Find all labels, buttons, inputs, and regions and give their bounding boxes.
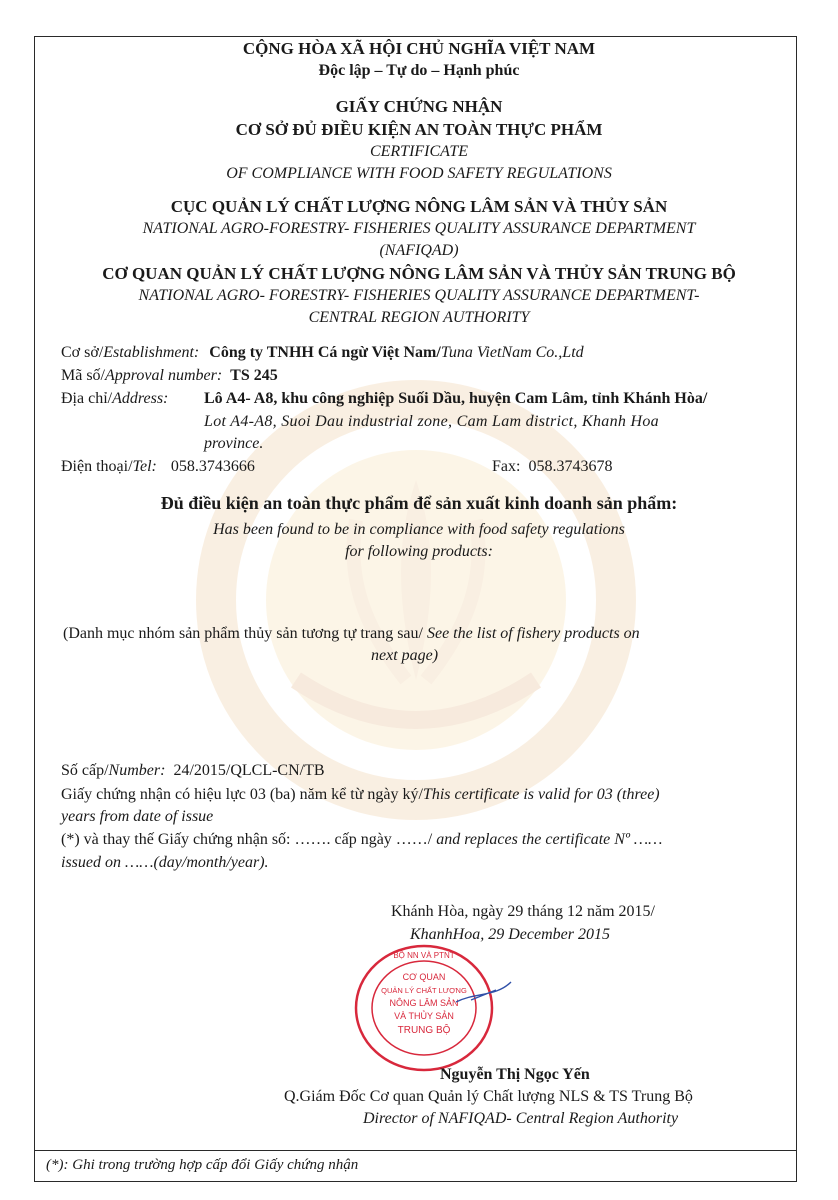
- establishment-label-en: Establishment:: [103, 344, 200, 361]
- national-motto: Độc lập – Tự do – Hạnh phúc: [318, 62, 520, 79]
- address-en: Lot A4-A8, Suoi Dau industrial zone, Cam Lam district, Khanh Hoa: [204, 413, 659, 430]
- products-note-vn: (Danh mục nhóm sản phẩm thủy sản tương tự trang sau/: [63, 625, 423, 642]
- telephone-number: 058.3743666: [170, 458, 255, 475]
- establishment-name-en: Tuna VietNam Co.,Ltd: [440, 344, 584, 361]
- address-vn: Lô A4- A8, khu công nghiệp Suối Dầu, huyện Cam Lâm, tỉnh Khánh Hòa/: [204, 390, 708, 407]
- number-label-en: Number:: [108, 762, 166, 779]
- fax-label: Fax:: [492, 458, 521, 475]
- issuer-department-abbr: (NAFIQAD): [379, 242, 459, 259]
- issuer-department-en: NATIONAL AGRO-FORESTRY- FISHERIES QUALITY ASSURANCE DEPARTMENT: [142, 220, 696, 237]
- validity-en: This certificate is valid for 03 (three): [422, 786, 660, 803]
- address-label-vn: Địa chỉ/: [61, 390, 113, 407]
- certificate-number-row: [61, 762, 325, 780]
- address-label-en: Address:: [112, 390, 169, 407]
- official-seal-stamp: [346, 942, 518, 1074]
- address-en-2: province.: [204, 435, 264, 452]
- approval-label-en: Approval number:: [105, 367, 223, 384]
- stamp-line-4: VÀ THỦY SẢN: [394, 1011, 454, 1021]
- tel-label-vn: Điện thoại/: [61, 458, 133, 475]
- establishment-label-vn: Cơ sở/: [61, 344, 104, 361]
- compliance-statement-en: Has been found to be in compliance with food safety regulations: [213, 521, 625, 538]
- certificate-title-en: CERTIFICATE: [369, 143, 469, 160]
- fax-number: 058.3743678: [528, 458, 613, 475]
- issuer-region-en: NATIONAL AGRO- FORESTRY- FISHERIES QUALITY ASSURANCE DEPARTMENT-: [138, 287, 700, 304]
- certificate-subtitle-vn: CƠ SỞ ĐỦ ĐIỀU KIỆN AN TOÀN THỰC PHẨM: [235, 120, 603, 139]
- products-note-en: See the list of fishery products on: [426, 625, 640, 642]
- replacement-vn: (*) và thay thế Giấy chứng nhận số: ……. cấp ngày ……/: [61, 831, 433, 848]
- products-note-en-2: next page): [371, 647, 439, 664]
- issuer-department-vn: CỤC QUẢN LÝ CHẤT LƯỢNG NÔNG LÂM SẢN VÀ THỦY SẢN: [170, 197, 668, 216]
- certificate-number: 24/2015/QLCL-CN/TB: [173, 762, 325, 779]
- tel-label-en: Tel:: [132, 458, 157, 475]
- validity-en-2: years from date of issue: [61, 808, 214, 825]
- products-note: [63, 625, 640, 643]
- validity-vn: Giấy chứng nhận có hiệu lực 03 (ba) năm kể từ ngày ký/: [61, 786, 423, 803]
- telephone-row: [61, 458, 255, 476]
- issue-place-date-en: KhanhHoa, 29 December 2015: [410, 926, 610, 943]
- issuer-region-en-2: CENTRAL REGION AUTHORITY: [308, 309, 530, 326]
- stamp-line-2: QUẢN LÝ CHẤT LƯỢNG: [381, 986, 467, 995]
- approval-row: [61, 367, 278, 385]
- stamp-top-text: BỘ NN VÀ PTNT: [393, 951, 455, 960]
- address-label: [61, 390, 168, 408]
- signatory-name: Nguyễn Thị Ngọc Yến: [440, 1066, 590, 1083]
- number-label-vn: Số cấp/: [61, 762, 109, 779]
- stamp-line-5: TRUNG BỘ: [397, 1025, 451, 1036]
- replacement-row: [61, 831, 662, 849]
- replacement-en: and replaces the certificate Nº ……: [436, 831, 663, 848]
- certificate-subtitle-en: OF COMPLIANCE WITH FOOD SAFETY REGULATIONS: [226, 165, 612, 182]
- signatory-title-en: Director of NAFIQAD- Central Region Authority: [363, 1110, 679, 1127]
- stamp-line-3: NÔNG LÂM SẢN: [389, 998, 459, 1008]
- compliance-statement-en-2: for following products:: [345, 543, 493, 560]
- establishment-row: [61, 344, 584, 362]
- approval-label-vn: Mã số/: [61, 367, 105, 384]
- footnote-divider: [34, 1150, 797, 1151]
- fax-row: [492, 458, 612, 476]
- replacement-en-2: issued on ……(day/month/year).: [61, 854, 269, 871]
- approval-number: TS 245: [230, 367, 278, 384]
- validity-row: [61, 786, 660, 804]
- issuer-region-vn: CƠ QUAN QUẢN LÝ CHẤT LƯỢNG NÔNG LÂM SẢN VÀ THỦY SẢN TRUNG BỘ: [102, 264, 736, 283]
- issue-place-date-vn: Khánh Hòa, ngày 29 tháng 12 năm 2015/: [391, 903, 655, 920]
- republic-title: CỘNG HÒA XÃ HỘI CHỦ NGHĨA VIỆT NAM: [242, 39, 596, 58]
- stamp-line-1: CƠ QUAN: [402, 972, 446, 982]
- establishment-name-vn: Công ty TNHH Cá ngừ Việt Nam/: [209, 344, 441, 361]
- footnote: (*): Ghi trong trường hợp cấp đổi Giấy chứng nhận: [46, 1157, 359, 1173]
- signatory-title-vn: Q.Giám Đốc Cơ quan Quản lý Chất lượng NLS & TS Trung Bộ: [284, 1088, 693, 1105]
- certificate-title-vn: GIẤY CHỨNG NHẬN: [335, 97, 503, 116]
- compliance-statement-vn: Đủ điều kiện an toàn thực phẩm để sản xuất kinh doanh sản phẩm:: [160, 493, 678, 513]
